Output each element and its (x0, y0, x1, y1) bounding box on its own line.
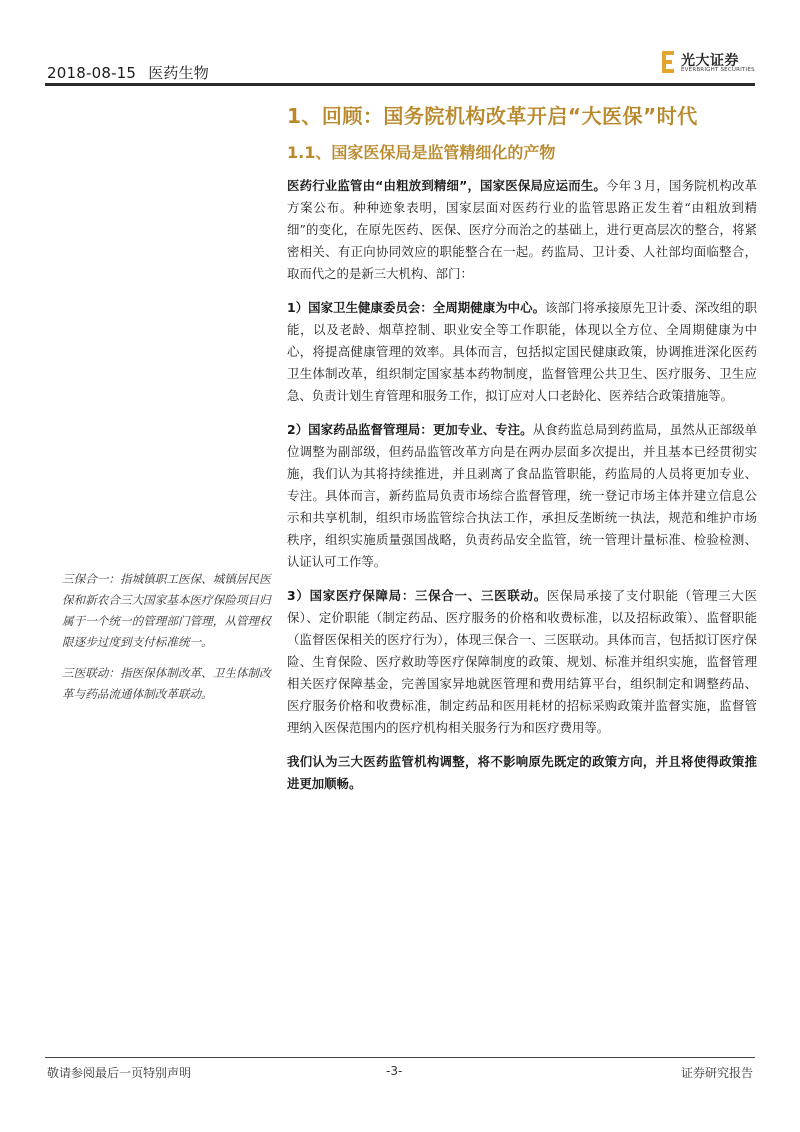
item-text: 从食药监总局到药监局，虽然从正部级单位调整为副部级，但药品监管改革方向是在两办层面多次提出，并且基本已经贯彻实施，我们认为其将持续推进，并且剥离了食品监管职能，药监局的人员将更加专业、专注。具体而言，新药监局负责市场综合监督管理，统一登记市场主体并建立信息公示和共享机制，组织市场监管综合执法工作，承担反垄断统一执法，规范和维护市场秩序，组织实施质量强国战略，负责药品安全监管，统一管理计量标准、检验检测、认证认可工作等。 (287, 422, 757, 569)
item-lead: 3）国家医疗保障局：三保合一、三医联动。 (287, 588, 547, 603)
section-heading: 1、回顾：国务院机构改革开启“大医保”时代 (287, 104, 698, 128)
logo-text-cn: 光大证券 (681, 53, 739, 69)
intro-text: 今年３月，国务院机构改革方案公布。种种迹象表明，国家层面对医药行业的监管思路正发生着“由粗放到精细”的变化，在原先医药、医保、医疗分而治之的基础上，进行更高层次的整合，将紧密相关、有正向协同效应的职能整合在一起。药监局、卫计委、人社部均面临整合，取而代之的是新三大机构、部门： (287, 178, 757, 281)
footer-divider (45, 1057, 755, 1058)
footer-disclaimer: 敬请参阅最后一页特别声明 (47, 1066, 192, 1080)
everbright-logo-icon (660, 50, 676, 75)
conclusion-text: 我们认为三大医药监管机构调整，将不影响原先既定的政策方向，并且将使得政策推进更加顺畅。 (287, 754, 757, 791)
footer-doc-type: 证券研究报告 (680, 1066, 753, 1080)
intro-lead: 医药行业监管由“由粗放到精细”，国家医保局应运而生。 (287, 178, 607, 193)
logo-text-en: EVERBRIGHT SECURITIES (681, 67, 755, 73)
report-sector: 医药生物 (148, 64, 209, 82)
report-header (47, 62, 209, 83)
header-divider (45, 83, 755, 86)
intro-paragraph (287, 175, 757, 285)
sidebar-note: 三保合一：指城镇职工医保、城镇居民医保和新农合三大国家基本医疗保险项目归属于一个统一的管理部门管理，从管理权限逐步过度到支付标准统一。 (62, 572, 271, 649)
item-paragraph-drug-administration (287, 419, 757, 573)
item-paragraph-health-commission (287, 297, 757, 407)
item-lead: 1）国家卫生健康委员会：全周期健康为中心。 (287, 300, 546, 315)
item-text: 该部门将承接原先卫计委、深改组的职能，以及老龄、烟草控制、职业安全等工作职能，体现以全方位、全周期健康为中心，将提高健康管理的效率。具体而言，包括拟定国民健康政策，协调推进深化医药卫生体制改革，组织制定国家基本药物制度，监督管理公共卫生、医疗服务、卫生应急、负责计划生育管理和服务工作，拟订应对人口老龄化、医养结合政策措施等。 (287, 300, 757, 403)
main-body (287, 175, 757, 807)
item-text: 医保局承接了支付职能（管理三大医保）、定价职能（制定药品、医疗服务的价格和收费标准，以及招标政策）、监督职能（监督医保相关的医疗行为），体现三保合一、三医联动。具体而言，包括拟订医疗保险、生育保险、医疗救助等医疗保障制度的政策、规划、标准并组织实施，监督管理相关医疗保障基金，完善国家异地就医管理和费用结算平台，组织制定和调整药品、医疗服务价格和收费标准，制定药品和医用耗材的招标采购政策并监督实施，监督管理纳入医保范围内的医疗机构相关服务行为和医疗费用等。 (287, 588, 757, 735)
company-logo (660, 50, 755, 75)
report-date: 2018-08-15 (47, 64, 137, 82)
sidebar-note: 三医联动：指医保体制改革、卫生体制改革与药品流通体制改革联动。 (62, 666, 271, 701)
item-lead: 2）国家药品监督管理局：更加专业、专注。 (287, 422, 533, 437)
sidebar-notes (62, 569, 274, 715)
conclusion-paragraph (287, 751, 757, 795)
subsection-heading: 1.1、国家医保局是监管精细化的产物 (287, 143, 556, 162)
page-number: -3- (386, 1064, 403, 1078)
item-paragraph-healthcare-security (287, 585, 757, 739)
